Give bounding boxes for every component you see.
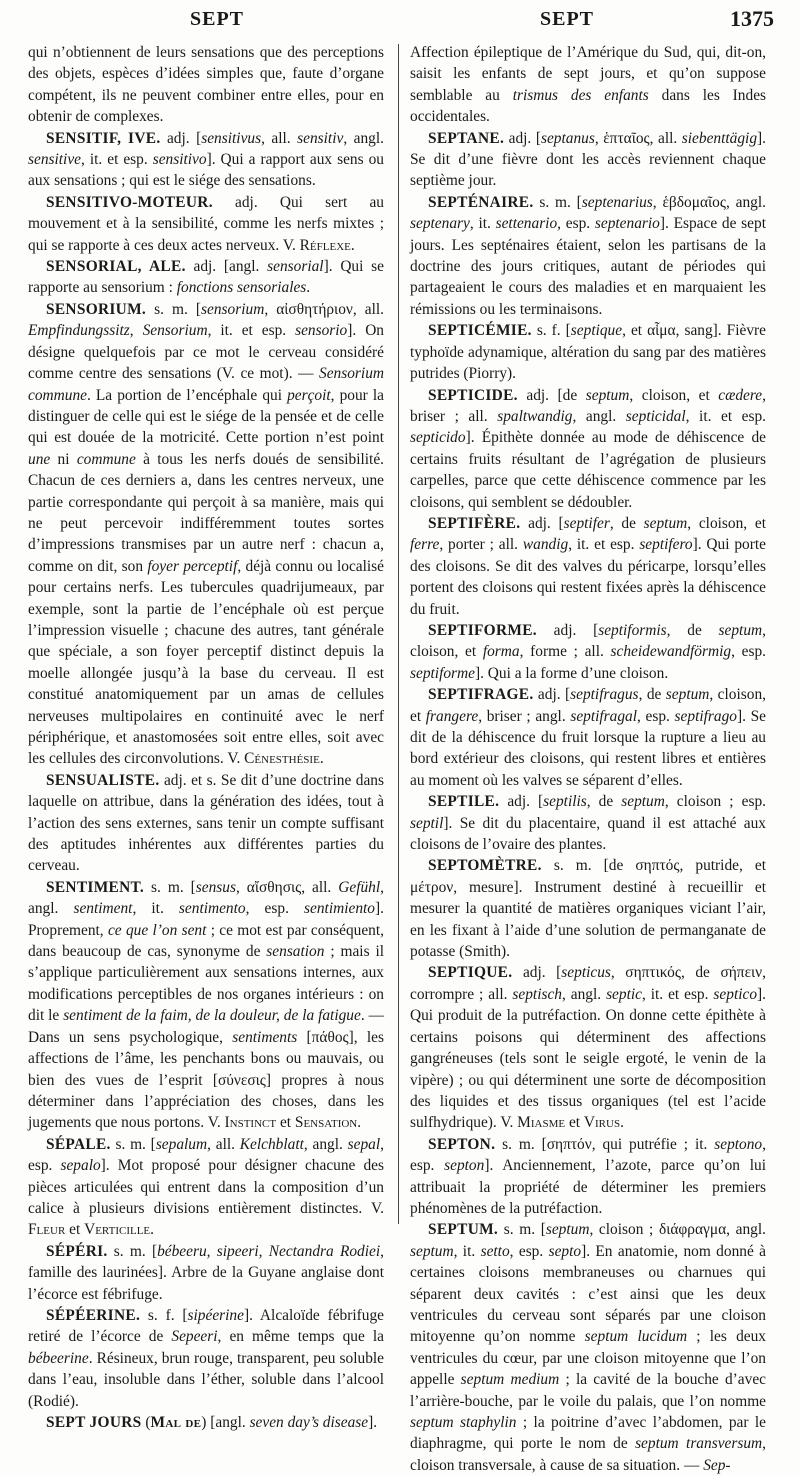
entry-septum: SEPTUM. s. m. [septum, cloison ; διάφραγμα, angl. septum, it. setto, esp. septo]. En anatomie, nom donné à certaines cloisons membraneuses ou charnues qui séparent deux cavités : c’est ainsi que les deux ventricules du cerveau sont séparés par une cloison mitoyenne qu’on nomme septum lucidum ; les deux ventricules du cœur, par une cloison mitoyenne que l’on appelle septum medium ; la cavité de la bouche d’avec l’arrière-bouche, par le voile du palais, que l’on nomme septum staphylin ; la poitrine d’avec l’abdomen, par le diaphragme, qui porte le nom de septum transversum, cloison transversale, à cause de sa situation. — Sep- bbox=[410, 1221, 766, 1474]
headword: SEPTOMÈTRE. bbox=[428, 857, 542, 875]
headword: SENSORIUM. bbox=[46, 300, 147, 318]
running-head bbox=[0, 4, 800, 44]
headword: SEPTIFRAGE. bbox=[428, 686, 534, 704]
entry-septicide: SEPTICIDE. adj. [de septum, cloison, et cædere, briser ; all. spaltwandig, angl. septicidal, it. et esp. septicido]. Épithète donnée au mode de déhiscence de certains fruits résultant de l’agrégation de plusieurs carpelles, parce que cette déhiscence commence par les cloisons, qui semblent se dédoubler. bbox=[410, 386, 767, 511]
headword: SEPTIFÈRE. bbox=[428, 514, 521, 532]
entry-septique: SEPTIQUE. adj. [septicus, σηπτικός, de σήπειν, corrompre ; all. septisch, angl. septic, it. et esp. septico]. Qui produit de la putréfaction. On donne cette épithète à certains poisons qui déterminent des affections gangréneuses (tels sont le seigle ergoté, le venin de la vipère) ; ou qui déterminent une sorte de décomposition des liquides et des tissus organiques (tel est l’acide sulfhydrique). V. Miasme et Virus. bbox=[410, 964, 767, 1132]
headword: SENSITIF, IVE. bbox=[46, 129, 161, 147]
entry-sepeerine: SÉPÉERINE. s. f. [sipéerine]. Alcaloïde fébrifuge retiré de l’écorce de Sepeeri, en même temps que la bébeerine. Résineux, brun rouge, transparent, peu soluble dans l’eau, insoluble dans l’éther, soluble dans l’alcool (Rodié). bbox=[28, 1306, 384, 1410]
entry-septifrage: SEPTIFRAGE. adj. [septifragus, de septum, cloison, et frangere, briser ; angl. septifragal, esp. septifrago]. Se dit de la déhiscence du fruit lorsque la rupture a lieu au bord extérieur des cloisons, qui restent libres et entières au moment où les valves se séparent d’elles. bbox=[410, 686, 766, 789]
entry-sensitivo-moteur: SENSITIVO-MOTEUR. adj. Qui sert au mouvement et à la sensibilité, comme les nerfs mixtes ; qui se rapporte à ces deux actes nerveux. V. Réflexe. bbox=[28, 193, 384, 254]
headword: SEPTIFORME. bbox=[428, 621, 537, 639]
italic-phrase: trismus des enfants bbox=[512, 86, 649, 104]
entry-septane: SEPTANE. adj. [septanus, ἑπταῖος, all. siebenttägig]. Se dit d’une fièvre dont les accès reviennent chaque septième jour. bbox=[410, 129, 766, 190]
headword: SÉPALE. bbox=[46, 1135, 111, 1153]
entry-septile: SEPTILE. adj. [septilis, de septum, cloison ; esp. septil]. Se dit du placentaire, quand il est attaché aux cloisons de l’ovaire des plantes. bbox=[410, 793, 766, 854]
entry-sensorial: SENSORIAL, ALE. adj. [angl. sensorial]. Qui se rapporte au sensorium : fonctions sensoriales. bbox=[28, 258, 384, 297]
headword: SEPTON. bbox=[428, 1135, 496, 1153]
entry-continuation: Affection épileptique de l’Amérique du Sud, qui, dit-on, saisit les enfants de sept jours, et qu’on suppose semblable au trismus des enfants dans les Indes occidentales. bbox=[410, 44, 767, 126]
headword: SENTIMENT. bbox=[46, 878, 145, 896]
headword: SEPTUM. bbox=[428, 1221, 499, 1239]
headword: SEPT JOURS bbox=[46, 1414, 142, 1431]
entry-continuation: qui n’obtiennent de leurs sensations que des perceptions des objets, espèces d’idées simples que, faute d’organe compétent, ils ne peuvent combiner entre elles, pour en obtenir de complexes. bbox=[28, 44, 384, 126]
headword: SENSITIVO-MOTEUR. bbox=[46, 193, 213, 211]
headword: SÉPÉERINE. bbox=[46, 1306, 141, 1324]
headword: SEPTANE. bbox=[428, 129, 505, 147]
column-divider bbox=[398, 44, 399, 1224]
running-head-left: SEPT bbox=[190, 8, 245, 30]
entry-septometre: SEPTOMÈTRE. s. m. [de σηπτός, putride, et μέτρον, mesure]. Instrument destiné à recueillir et mesurer la quantité de matières organiques viciant l’air, en les fixant à l’aide d’une solution de permanganate de potasse (Smith). bbox=[410, 857, 766, 961]
headword: SÉPÉRI. bbox=[46, 1242, 108, 1260]
entry-septicemie: SEPTICÉMIE. s. f. [septique, et αἷμα, sang]. Fièvre typhoïde adynamique, altération du sang par des matières putrides (Piorry). bbox=[410, 322, 766, 383]
entry-septon: SEPTON. s. m. [σηπτόν, qui putréfie ; it. septono, esp. septon]. Anciennement, l’azote, parce qu’on lui attribuait la propriété de déterminer les premiers phénomènes de la putréfaction. bbox=[410, 1135, 766, 1217]
entry-seperi: SÉPÉRI. s. m. [bébeeru, sipeeri, Nectandra Rodiei, famille des laurinées]. Arbre de la Guyane anglaise dont l’écorce est fébrifuge. bbox=[28, 1242, 384, 1303]
entry-septiforme: SEPTIFORME. adj. [septiformis, de septum, cloison, et forma, forme ; all. scheidewandförmig, esp. septiforme]. Qui a la forme d’une cloison. bbox=[410, 621, 767, 682]
entry-sensorium: SENSORIUM. s. m. [sensorium, αἰσθητήριον, all. Empfindungssitz, Sensorium, it. et esp. sensorio]. On désigne quelquefois par ce mot le cerveau considéré comme centre des sensations (V. ce mot). — Sensorium commune. La portion de l’encéphale qui perçoit, pour la distinguer de celle qui est le siége de la pensée et de celle qui est douée de la motricité. Cette portion n’est point une ni commune à tous les nerfs doués de sensibilité. Chacun de ces derniers a, dans les centres nerveux, une partie correspondante qui perçoit à sa manière, mais qui ne peut percevoir indifféremment toutes sortes d’impressions transmises par un autre nerf : chacun a, comme on dit, son foyer perceptif, déjà connu ou localisé pour certains nerfs. Les tubercules quadrijumeaux, par exemple, sont la partie de l’encéphale où est perçue l’impression visuelle ; chacune des autres, tant générale que spéciale, a son foyer perceptif distinct depuis la moelle allongée jusqu’à la base du cerveau. Il est constitué anatomiquement par un amas de cellules nerveuses multipolaires en continuité avec le nerf périphérique, et anastomosées soit entre elles, soit avec les cellules des circonvolutions. V. Cénesthésie. bbox=[28, 300, 385, 768]
page-number: 1375 bbox=[730, 6, 774, 31]
headword: SEPTÉNAIRE. bbox=[428, 193, 534, 211]
headword: SEPTICIDE. bbox=[428, 386, 518, 404]
right-column bbox=[410, 42, 767, 1474]
entry-septifere: SEPTIFÈRE. adj. [septifer, de septum, cloison, et ferre, porter ; all. wandig, it. et esp. septifero]. Qui porte des cloisons. Se dit des valves du péricarpe, lorsqu’elles portent des cloisons qui restent fixées après la déhiscence du fruit. bbox=[410, 514, 766, 618]
headword: SEPTILE. bbox=[428, 793, 500, 811]
headword: SENSORIAL, ALE. bbox=[46, 258, 186, 276]
headword: SEPTICÉMIE. bbox=[428, 322, 532, 340]
headword: SEPTIQUE. bbox=[428, 964, 513, 982]
left-column bbox=[28, 42, 385, 1431]
entry-sepale: SÉPALE. s. m. [sepalum, all. Kelchblatt, angl. sepal, esp. sepalo]. Mot proposé pour désigner chacune des pièces articulées qui entrent dans la composition d’un calice à plusieurs divisions entièrement distinctes. V. Fleur et Verticille. bbox=[28, 1135, 384, 1239]
entry-septenaire: SEPTÉNAIRE. s. m. [septenarius, ἑβδομαῖος, angl. septenary, it. settenario, esp. septenario]. Espace de sept jours. Les septénaires étaient, selon les partisans de la doctrine des jours critiques, autant de périodes qui partageaient le cours des maladies et en marquaient les rémissions ou les terminaisons. bbox=[410, 193, 766, 318]
entry-sensualiste: SENSUALISTE. adj. et s. Se dit d’une doctrine dans laquelle on attribue, dans la génération des idées, tout à l’action des sens externes, sans tenir un compte suffisant des aptitudes inhérentes aux différentes parties du cerveau. bbox=[28, 771, 384, 875]
headword: SENSUALISTE. bbox=[46, 771, 160, 789]
entry-sentiment: SENTIMENT. s. m. [sensus, αἴσθησις, all. Gefühl, angl. sentiment, it. sentimento, esp. sentimiento]. Proprement, ce que l’on sent ; ce mot est par conséquent, dans beaucoup de cas, synonyme de sensation ; mais il s’applique particulièrement aux sensations internes, aux modifications perceptibles de nos organes intérieurs : on dit le sentiment de la faim, de la douleur, de la fatigue. — Dans un sens psychologique, sentiments [πάθος], les affections de l’âme, les penchants bons ou mauvais, ou bien des vues de l’esprit [σύνεσις] propres à nous déterminer dans l’appréciation des choses, dans les jugements que nous portons. V. Instinct et Sensation. bbox=[28, 878, 385, 1132]
running-head-right: SEPT bbox=[540, 8, 595, 30]
entry-sept-jours: SEPT JOURS (Mal de) [angl. seven day’s disease]. bbox=[46, 1414, 378, 1431]
entry-sensitif: SENSITIF, IVE. adj. [sensitivus, all. sensitiv, angl. sensitive, it. et esp. sensitivo]. Qui a rapport aux sens ou aux sensations ; qui est le siége des sensations. bbox=[28, 129, 384, 190]
